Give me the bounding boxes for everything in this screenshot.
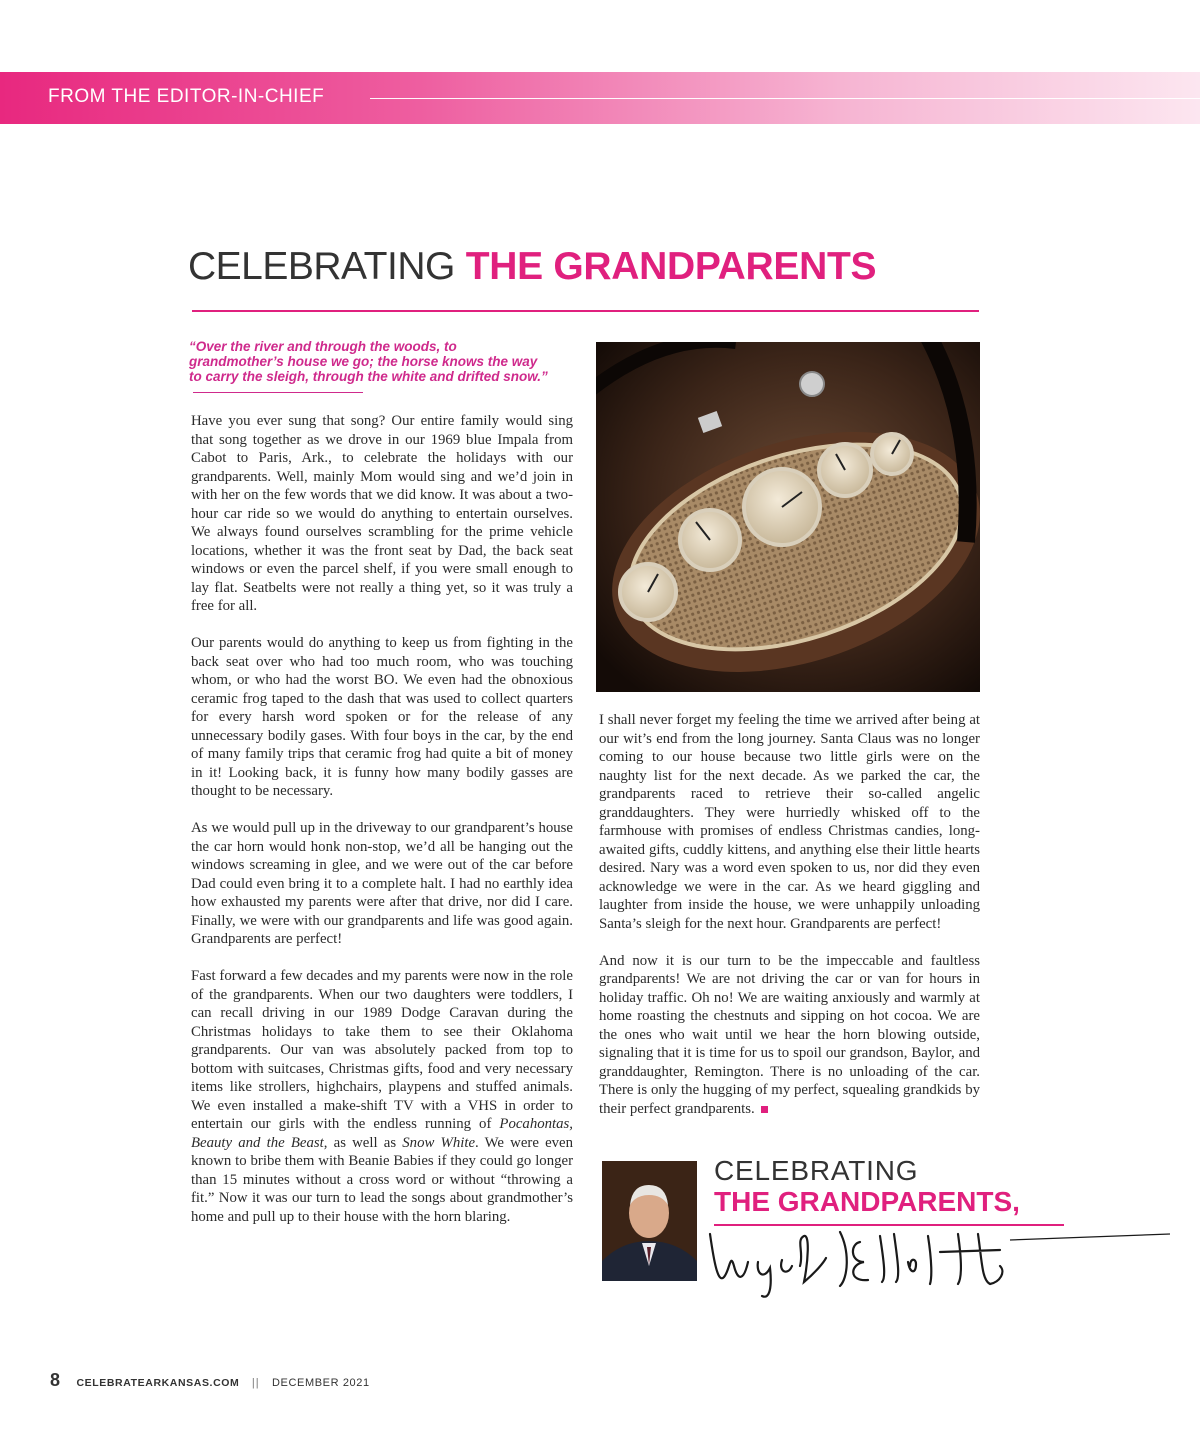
issue-date: DECEMBER 2021 xyxy=(272,1377,370,1389)
text-segment: , as well as xyxy=(323,1134,403,1151)
handwritten-signature xyxy=(700,1222,1190,1302)
signoff-line2: THE GRANDPARENTS, xyxy=(714,1186,1020,1217)
dashboard-gauges-illustration xyxy=(596,342,980,692)
headline-part1: CELEBRATING xyxy=(188,245,455,288)
article-paragraph: As we would pull up in the driveway to our grandparent’s house the car horn would honk non-stop, we’d all be hanging out the windows screaming in glee, and we were out of the car before Dad could even bring it to a complete halt. I had no earthly idea how exhausted my parents were after that drive, nor did I care. Finally, we were with our grandparents and life was good again. Grandparents are perfect! xyxy=(191,820,573,947)
footer-separator: || xyxy=(251,1377,260,1389)
article-paragraph-last-left xyxy=(191,967,573,1226)
page-number: 8 xyxy=(50,1370,61,1390)
editor-portrait-illustration xyxy=(602,1161,697,1281)
pull-quote: “Over the river and through the woods, to grandmother’s house we go; the horse knows the way to carry the sleigh, through the white and drifted snow.” xyxy=(189,339,549,399)
section-band xyxy=(0,72,1200,124)
text-segment: . We were even known to bribe them with Beanie Babies if they could go longer than 15 minutes without a cross word or without “throwing a fit.” Now it was our turn to lead the songs about grandmother’s home and pull up to their house with the horn blaring. xyxy=(191,1134,574,1225)
article-paragraph: Have you ever sung that song? Our entire family would sing that song together as we drove in our 1969 blue Impala from Cabot to Paris, Ark., to celebrate the holidays with our grandparents. Well, mainly Mom would sing and we’d join in with her on the few words that we did know. It was about a two-hour car ride so we would do anything to entertain ourselves. We always found ourselves scrambling for the prime vehicle locations, whether it was the front seat by Dad, the back seat windows or even the parcel shelf, if you were small enough to lay flat. Seatbelts were not really a thing yet, so it was truly a free for all. xyxy=(191,413,573,614)
end-mark-icon xyxy=(761,1106,768,1113)
article-left-column xyxy=(191,412,573,1245)
text-segment: And now it is our turn to be the impeccable and faultless grandparents! We are not driving the car or van for hours in holiday traffic. Oh no! We are waiting anxiously and warmly at home roasting the chestnuts and sipping on hot cocoa. We are the ones who wait until we hear the horn blowing outside, signaling that it is time for us to spoil our grandson, Baylor, and granddaughter, Remington. There is no unloading of the car. There is only the hugging of my perfect, squealing grandkids by their perfect grandparents. xyxy=(599,952,980,1117)
italic-title: Snow White xyxy=(402,1134,476,1151)
article-paragraph: I shall never forget my feeling the time we arrived after being at our wit’s end from the long journey. Santa Claus was no longer coming to our house because two little girls were on the naughty list for the next decade. As we parked the car, the grandparents raced to retrieve their so-called angelic granddaughters. They were hurriedly whisked off to the farmhouse with promises of endless Christmas candies, long-awaited gifts, cuddly kittens, and anything else their little hearts desired. Nary was a word even spoken to us, nor did they even acknowledge we were in the car. As we heard giggling and laughter from inside the house, we were unhappily unloading Santa’s sleigh for the next hour. Grandparents are perfect! xyxy=(599,712,980,932)
dashboard-photo xyxy=(596,342,980,692)
text-segment: Fast forward a few decades and my parents were now in the role of the grandparents. When our two daughters were toddlers, I can recall driving in our 1989 Dodge Caravan during the Christmas holidays to take them to see their Oklahoma grandparents. Our van was absolutely packed from top to bottom with suitcases, Christmas gifts, food and very necessary items like strollers, highchairs, playpens and stuffed animals. We even installed a make-shift TV with a VHS in order to entertain our girls with the endless running of xyxy=(191,968,573,1132)
page-footer xyxy=(50,1370,370,1391)
article-paragraph-final xyxy=(599,952,980,1119)
article-right-column xyxy=(599,711,980,1137)
site-name: CELEBRATEARKANSAS.COM xyxy=(76,1377,240,1389)
italic-title: Pocahontas, Beauty and the Beast xyxy=(191,1116,573,1151)
signoff-line1: CELEBRATING xyxy=(714,1155,919,1186)
editor-headshot xyxy=(602,1161,697,1281)
headline xyxy=(188,244,988,290)
article-paragraph: Our parents would do anything to keep us from fighting in the back seat over who had too much room, who was touching whom, or who had the worst BO. We even had the obnoxious ceramic frog taped to the dash that was used to collect quarters for every harsh word spoken or for the release of any unnecessary bodily gases. With four boys in the car, by the end of many family trips that ceramic frog had quite a bit of money in it! Looking back, it is funny how many bodily gasses are thought to be necessary. xyxy=(191,635,573,799)
headline-rule xyxy=(192,310,979,312)
section-label: FROM THE EDITOR-IN-CHIEF xyxy=(48,86,325,107)
band-rule xyxy=(370,98,1200,99)
headline-part2: THE GRANDPARENTS xyxy=(465,245,877,288)
